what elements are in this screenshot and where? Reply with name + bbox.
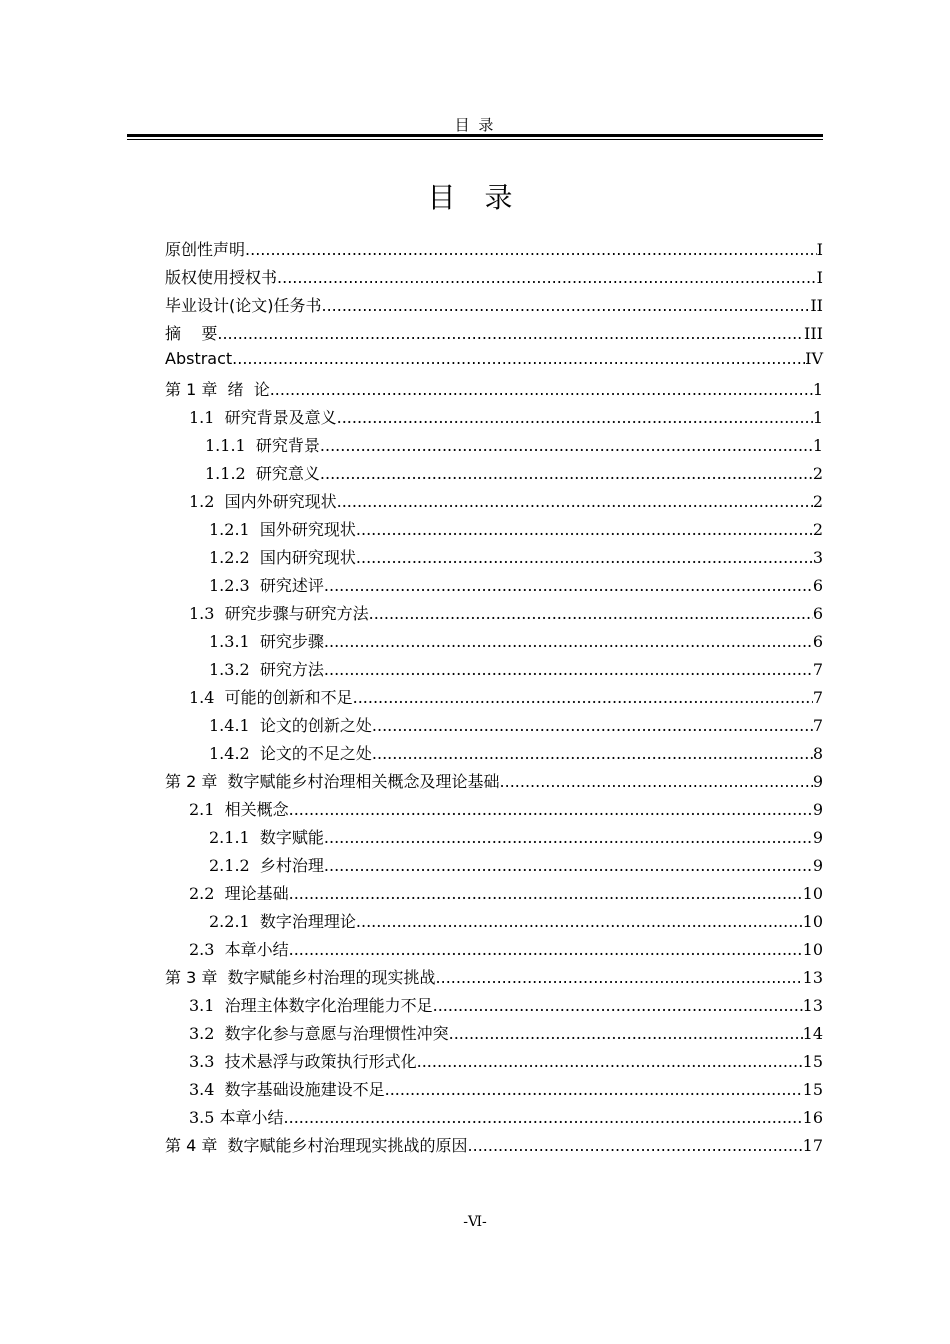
toc-entry-page: 15 (802, 1052, 823, 1071)
toc-dot-leader (436, 968, 803, 987)
toc-entry-title: 2.2 理论基础 (189, 884, 289, 903)
toc-dot-leader (232, 349, 805, 368)
toc-dot-leader (289, 884, 803, 903)
toc-entry[interactable] (209, 573, 823, 601)
toc-entry-title: 1.1 研究背景及意义 (189, 408, 337, 427)
header-rule-thin (127, 139, 823, 140)
toc-entry[interactable] (209, 629, 823, 657)
toc-dot-leader (289, 940, 803, 959)
toc-entry-page: 6 (812, 632, 823, 651)
toc-entry[interactable] (189, 1021, 823, 1049)
toc-dot-leader (324, 576, 813, 595)
toc-entry[interactable] (189, 405, 823, 433)
toc-entry-title: 2.3 本章小结 (189, 940, 289, 959)
toc-entry[interactable] (209, 853, 823, 881)
toc-entry-title: 3.5 本章小结 (189, 1108, 284, 1127)
toc-entry[interactable] (209, 657, 823, 685)
toc-entry-title: 2.1.2 乡村治理 (209, 856, 324, 875)
toc-entry-page: 10 (802, 940, 823, 959)
toc-entry-title: 3.1 治理主体数字化治理能力不足 (189, 996, 433, 1015)
toc-entry[interactable] (189, 601, 823, 629)
toc-entry-page: 9 (812, 856, 823, 875)
toc-entry[interactable] (205, 433, 823, 461)
page-number: -Ⅵ- (463, 1214, 487, 1230)
toc-dot-leader (385, 1080, 803, 1099)
toc-entry-title: 2.1 相关概念 (189, 800, 289, 819)
toc-entry[interactable] (165, 965, 823, 993)
toc-entry-page: 2 (812, 464, 823, 483)
toc-entry-title: 毕业设计(论文)任务书 (165, 296, 322, 315)
toc-entry-title: 1.2.2 国内研究现状 (209, 548, 356, 567)
toc-entry-title: 1.3.1 研究步骤 (209, 632, 324, 651)
toc-entry-page: 7 (812, 660, 823, 679)
toc-dot-leader (284, 1108, 803, 1127)
toc-entry-title: Abstract (165, 349, 233, 368)
toc-dot-leader (324, 856, 813, 875)
toc-dot-leader (289, 800, 813, 819)
toc-dot-leader (356, 520, 813, 539)
toc-entry-page: 7 (812, 688, 823, 707)
toc-entry-title: 原创性声明 (165, 240, 246, 259)
toc-entry-page: 3 (812, 548, 823, 567)
toc-entry-title: 第 2 章 数字赋能乡村治理相关概念及理论基础 (165, 772, 500, 791)
toc-entry[interactable] (189, 489, 823, 517)
toc-dot-leader (245, 240, 817, 259)
toc-dot-leader (324, 632, 813, 651)
toc-entry[interactable] (205, 461, 823, 489)
toc-entry[interactable] (189, 881, 823, 909)
toc-entry-page: 13 (802, 996, 823, 1015)
toc-entry-page: 1 (812, 408, 823, 427)
toc-dot-leader (369, 604, 813, 623)
toc-entry[interactable] (165, 293, 823, 321)
toc-entry-title: 1.3 研究步骤与研究方法 (189, 604, 369, 623)
toc-entry-page: 16 (802, 1108, 823, 1127)
toc-entry[interactable] (189, 797, 823, 825)
toc-entry-page: 10 (802, 884, 823, 903)
toc-dot-leader (270, 380, 813, 399)
toc-entry-title: 1.1.1 研究背景 (205, 436, 320, 455)
toc-dot-leader (337, 408, 813, 427)
toc-dot-leader (277, 268, 817, 287)
toc-entry-page: 13 (802, 968, 823, 987)
toc-entry[interactable] (209, 713, 823, 741)
toc-entry[interactable] (209, 909, 823, 937)
toc-dot-leader (353, 688, 813, 707)
toc-entry-page: 15 (802, 1080, 823, 1099)
toc-dot-leader (356, 912, 803, 931)
toc-dot-leader (324, 828, 813, 847)
toc-entry-title: 第 4 章 数字赋能乡村治理现实挑战的原因 (165, 1136, 468, 1155)
toc-entry[interactable] (189, 993, 823, 1021)
toc-entry[interactable] (165, 321, 823, 349)
toc-dot-leader (217, 324, 804, 343)
toc-dot-leader (320, 436, 813, 455)
toc-entry-title: 摘 要 (165, 324, 218, 343)
toc-entry-title: 2.1.1 数字赋能 (209, 828, 324, 847)
toc-entry-title: 第 3 章 数字赋能乡村治理的现实挑战 (165, 968, 436, 987)
toc-dot-leader (372, 744, 813, 763)
toc-entry[interactable] (165, 769, 823, 797)
toc-entry-title: 版权使用授权书 (165, 268, 278, 287)
toc-entry[interactable] (165, 377, 823, 405)
toc-entry-title: 2.2.1 数字治理理论 (209, 912, 356, 931)
toc-entry-page: I (816, 240, 823, 259)
toc-entry-title: 3.2 数字化参与意愿与治理惯性冲突 (189, 1024, 449, 1043)
toc-entry[interactable] (165, 1133, 823, 1161)
toc-entry-title: 1.4.2 论文的不足之处 (209, 744, 372, 763)
toc-entry[interactable] (189, 1105, 823, 1133)
toc-entry[interactable] (189, 1049, 823, 1077)
toc-entry[interactable] (209, 741, 823, 769)
toc-dot-leader (433, 996, 803, 1015)
toc-entry-page: 1 (812, 436, 823, 455)
toc-dot-leader (324, 660, 813, 679)
toc-entry[interactable] (189, 937, 823, 965)
toc-entry-title: 1.2.3 研究述评 (209, 576, 324, 595)
toc-dot-leader (322, 296, 811, 315)
toc-entry-title: 1.2 国内外研究现状 (189, 492, 337, 511)
toc-entry-page: 9 (812, 800, 823, 819)
toc-entry-page: IV (805, 349, 823, 368)
header-rule-thick (127, 134, 823, 137)
toc-entry-page: 9 (812, 772, 823, 791)
toc-dot-leader (500, 772, 813, 791)
toc-entry[interactable] (209, 545, 823, 573)
toc-entry[interactable] (189, 685, 823, 713)
toc-entry-page: II (810, 296, 823, 315)
toc-entry-page: 6 (812, 576, 823, 595)
toc-dot-leader (356, 548, 813, 567)
toc-entry-page: 6 (812, 604, 823, 623)
toc-dot-leader (320, 464, 813, 483)
toc-entry-page: 9 (812, 828, 823, 847)
toc-entry-title: 1.1.2 研究意义 (205, 464, 320, 483)
toc-dot-leader (449, 1024, 803, 1043)
toc-entry-title: 3.4 数字基础设施建设不足 (189, 1080, 385, 1099)
toc-entry-title: 1.3.2 研究方法 (209, 660, 324, 679)
toc-entry-page: 1 (812, 380, 823, 399)
toc-entry-page: 7 (812, 716, 823, 735)
toc-entry-page: I (816, 268, 823, 287)
toc-entry-title: 1.4.1 论文的创新之处 (209, 716, 372, 735)
toc-entry[interactable] (165, 349, 823, 377)
toc-entry-title: 1.4 可能的创新和不足 (189, 688, 353, 707)
running-header-title: 目 录 (454, 116, 496, 134)
toc-entry[interactable] (209, 517, 823, 545)
toc-entry-page: 2 (812, 492, 823, 511)
toc-entry-title: 1.2.1 国外研究现状 (209, 520, 356, 539)
toc-entry-page: 17 (802, 1136, 823, 1155)
toc-entry-title: 3.3 技术悬浮与政策执行形式化 (189, 1052, 417, 1071)
toc-entry[interactable] (189, 1077, 823, 1105)
toc-dot-leader (337, 492, 813, 511)
toc-entry-page: 10 (802, 912, 823, 931)
toc-entry[interactable] (165, 237, 823, 265)
toc-entry-page: 2 (812, 520, 823, 539)
toc-entry-page: III (804, 324, 823, 343)
toc-entry[interactable] (209, 825, 823, 853)
toc-entry-page: 8 (812, 744, 823, 763)
toc-dot-leader (417, 1052, 803, 1071)
toc-dot-leader (372, 716, 813, 735)
toc-entry-title: 第 1 章 绪 论 (165, 380, 270, 399)
toc-dot-leader (468, 1136, 803, 1155)
page-title: 目 录 (427, 181, 523, 214)
toc-entry[interactable] (165, 265, 823, 293)
toc-entry-page: 14 (802, 1024, 823, 1043)
